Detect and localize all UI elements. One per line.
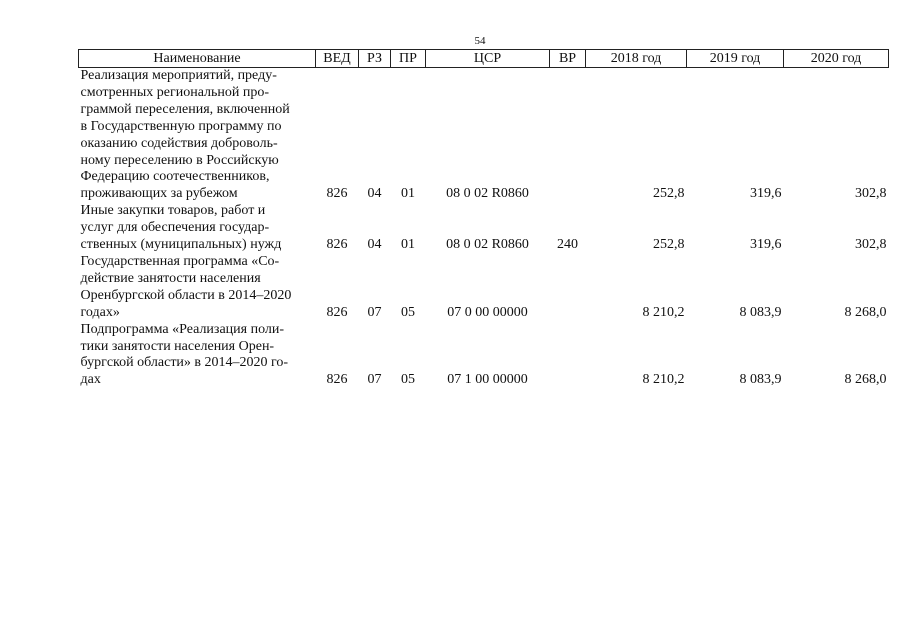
header-2019: 2019 год [687, 50, 784, 68]
row-pr: 05 [401, 304, 415, 320]
row-csr: 07 1 00 00000 [447, 372, 528, 388]
row-name: Подпрограмма «Реализация поли- тики занятости населения Орен- бургской области» в 2014–2020 го- дах [80, 321, 289, 388]
header-name: Наименование [79, 50, 316, 68]
row-vr [550, 68, 586, 204]
header-pr: ПР [391, 50, 426, 68]
table-header-row [79, 50, 889, 68]
header-vr: ВР [550, 50, 586, 68]
row-2020: 302,8 [855, 237, 887, 253]
row-pr: 05 [401, 372, 415, 388]
row-2020: 8 268,0 [844, 372, 887, 388]
header-rz: РЗ [359, 50, 391, 68]
row-name: Иные закупки товаров, работ и услуг для обеспечения государ- ственных (муниципальных) нужд [80, 203, 282, 253]
budget-table [78, 49, 889, 389]
row-2018: 8 210,2 [642, 372, 685, 388]
row-rz: 07 [367, 372, 382, 388]
row-2019: 8 083,9 [739, 372, 782, 388]
row-ved: 826 [326, 372, 348, 388]
row-vr: 240 [557, 237, 578, 253]
page-number: 54 [474, 35, 486, 47]
row-ved: 826 [326, 186, 348, 202]
row-rz: 04 [367, 186, 382, 202]
table-row [79, 203, 889, 254]
header-2018: 2018 год [586, 50, 687, 68]
row-2019: 319,6 [750, 186, 782, 202]
header-ved: ВЕД [316, 50, 359, 68]
row-2019: 319,6 [750, 237, 782, 253]
row-csr: 07 0 00 00000 [447, 304, 528, 320]
row-vr [550, 322, 586, 390]
row-2020: 8 268,0 [844, 304, 887, 320]
header-csr: ЦСР [426, 50, 550, 68]
table-row [79, 254, 889, 322]
row-2018: 252,8 [653, 237, 685, 253]
row-pr: 01 [401, 186, 415, 202]
row-2020: 302,8 [855, 186, 887, 202]
row-vr [550, 254, 586, 322]
table-row [79, 322, 889, 390]
header-2020: 2020 год [784, 50, 889, 68]
row-2019: 8 083,9 [739, 304, 782, 320]
row-csr: 08 0 02 R0860 [446, 186, 529, 202]
row-rz: 07 [367, 304, 382, 320]
row-ved: 826 [326, 304, 348, 320]
row-csr: 08 0 02 R0860 [446, 237, 529, 253]
row-2018: 252,8 [653, 186, 685, 202]
row-ved: 826 [326, 237, 348, 253]
row-name: Государственная программа «Со- действие занятости населения Оренбургской области в 2014–2020 годах» [80, 253, 292, 320]
table-row [79, 68, 889, 204]
row-rz: 04 [367, 237, 382, 253]
row-pr: 01 [401, 237, 415, 253]
row-name: Реализация мероприятий, преду- смотренных региональной про- граммой переселения, включенной в Государственную программу по оказанию содействия доброволь- ному переселению в Российскую Федерацию соотечественников, проживающих за рубежом [80, 68, 290, 202]
row-2018: 8 210,2 [642, 304, 685, 320]
